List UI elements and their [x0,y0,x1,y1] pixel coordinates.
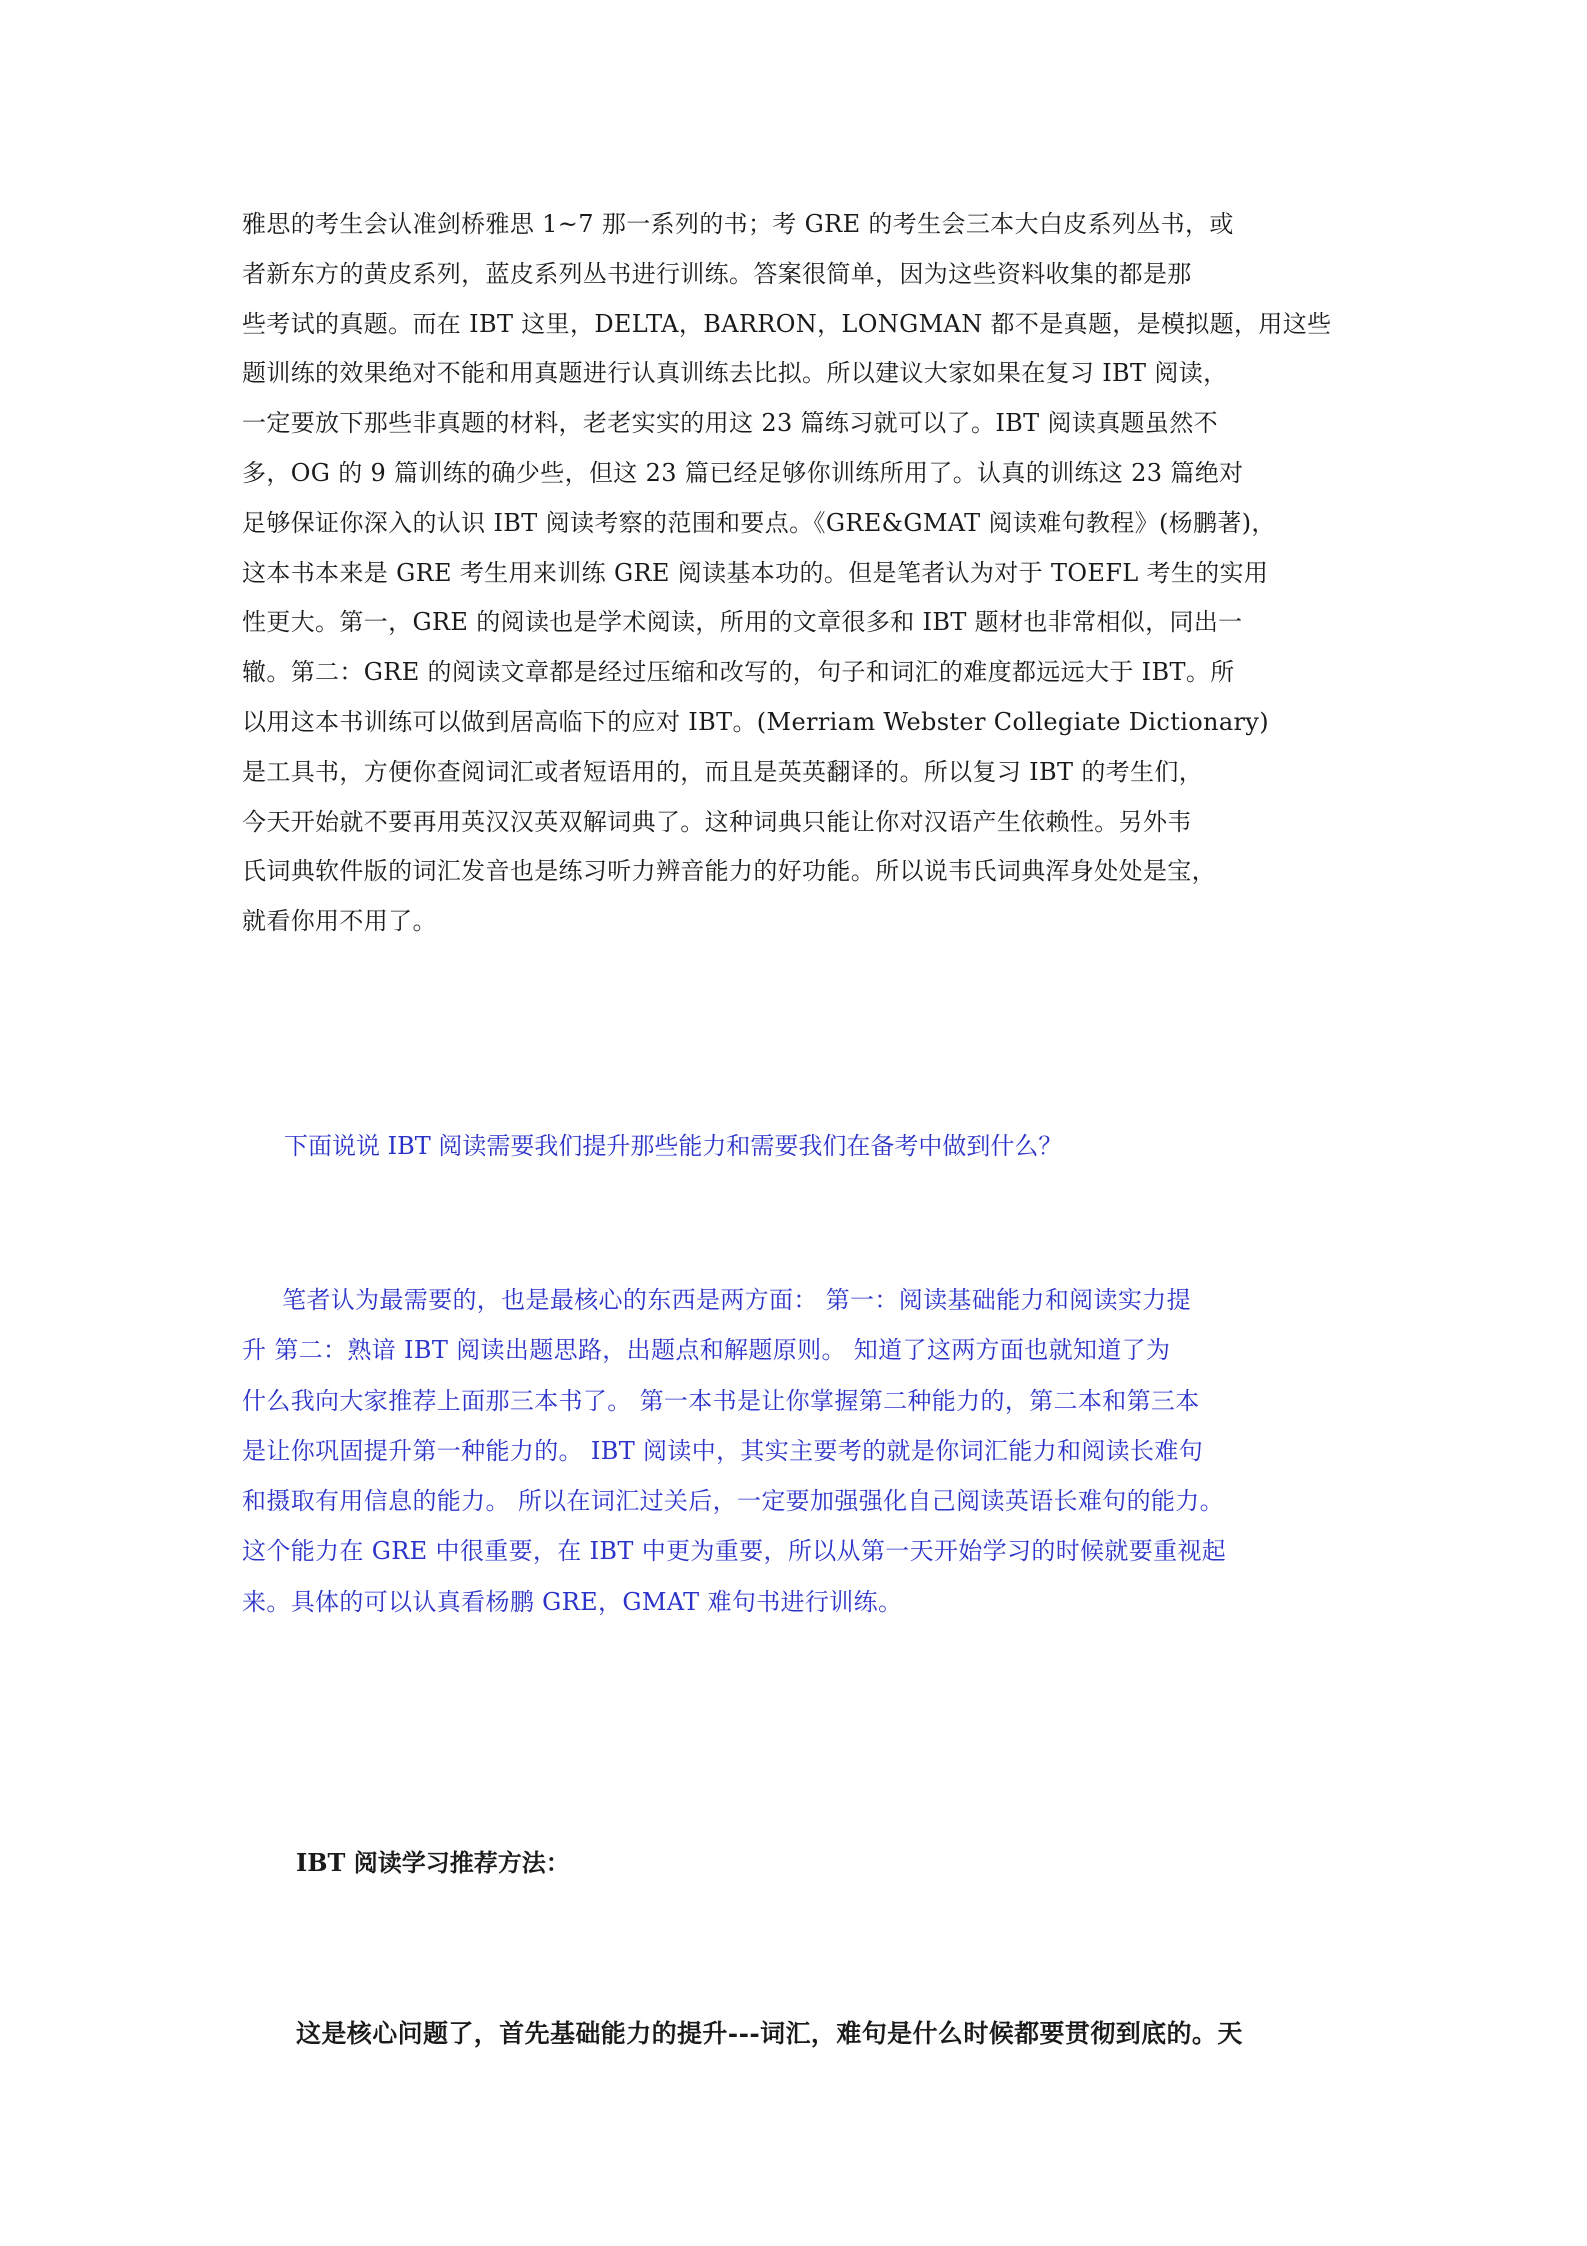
text-line: 什么我向大家推荐上面那三本书了。 第一本书是让你掌握第二种能力的，第二本和第三本 [242,1386,1200,1415]
text-line: 就看你用不用了。 [242,907,437,936]
question-line: 下面说说 IBT 阅读需要我们提升那些能力和需要我们在备考中做到什么？ [284,1132,1063,1160]
text-line: 雅思的考生会认准剑桥雅思 1~7 那一系列的书；考 GRE 的考生会三本大白皮系列丛书，或 [242,210,1234,238]
bold-paragraph: 这是核心问题了，首先基础能力的提升---词汇，难句是什么时候都要贯彻到底的。天 [296,2019,1243,2048]
text-line: 这本书本来是 GRE 考生用来训练 GRE 阅读基本功的。但是笔者认为对于 TOEFL 考生的实用 [242,558,1269,587]
text-line: 者新东方的黄皮系列，蓝皮系列丛书进行训练。答案很简单，因为这些资料收集的都是那 [242,259,1192,288]
text-line: 氏词典软件版的词汇发音也是练习听力辨音能力的好功能。所以说韦氏词典浑身处处是宝， [242,857,1216,886]
text-line: 一定要放下那些非真题的材料，老老实实的用这 23 篇练习就可以了。IBT 阅读真题虽然不 [242,409,1218,438]
text-line: 些考试的真题。而在 IBT 这里，DELTA，BARRON，LONGMAN 都不是真题，是模拟题，用这些 [242,309,1332,338]
body-paragraph-materials [242,200,1352,947]
text-line: 这个能力在 GRE 中很重要，在 IBT 中更为重要，所以从第一天开始学习的时候就要重视起 [242,1537,1227,1566]
text-line: 笔者认为最需要的，也是最核心的东西是两方面： 第一：阅读基础能力和阅读实力提 [282,1286,1191,1314]
text-line: 以用这本书训练可以做到居高临下的应对 IBT。(Merriam Webster Collegiate Dictionary) [242,707,1269,736]
text-line: 题训练的效果绝对不能和用真题进行认真训练去比拟。所以建议大家如果在复习 IBT 阅读， [242,359,1228,388]
text-line: 升 第二：熟谙 IBT 阅读出题思路，出题点和解题原则。 知道了这两方面也就知道了为 [242,1336,1171,1365]
text-line: 来。具体的可以认真看杨鹏 GRE，GMAT 难句书进行训练。 [242,1587,903,1616]
text-line: 今天开始就不要再用英汉汉英双解词典了。这种词典只能让你对汉语产生依赖性。另外韦 [242,807,1192,836]
text-line: 多，OG 的 9 篇训练的确少些，但这 23 篇已经足够你训练所用了。认真的训练这 23 篇绝对 [242,458,1244,487]
text-line: 辙。第二：GRE 的阅读文章都是经过压缩和改写的，句子和词汇的难度都远远大于 IBT。所 [242,658,1235,687]
text-line: 和摄取有用信息的能力。 所以在词汇过关后，一定要加强强化自己阅读英语长难句的能力。 [242,1487,1224,1516]
section-heading: IBT 阅读学习推荐方法： [296,1848,570,1877]
text-line: 是让你巩固提升第一种能力的。 IBT 阅读中，其实主要考的就是你词汇能力和阅读长难句 [242,1436,1204,1465]
text-line: 足够保证你深入的认识 IBT 阅读考察的范围和要点。《GRE&GMAT 阅读难句教程》(杨鹏著)， [242,508,1276,537]
text-line: 性更大。第一，GRE 的阅读也是学术阅读，所用的文章很多和 IBT 题材也非常相似，同出一 [242,608,1243,637]
text-line: 是工具书，方便你查阅词汇或者短语用的，而且是英英翻译的。所以复习 IBT 的考生们， [242,757,1204,786]
body-paragraph-core-abilities [242,1275,1352,1627]
